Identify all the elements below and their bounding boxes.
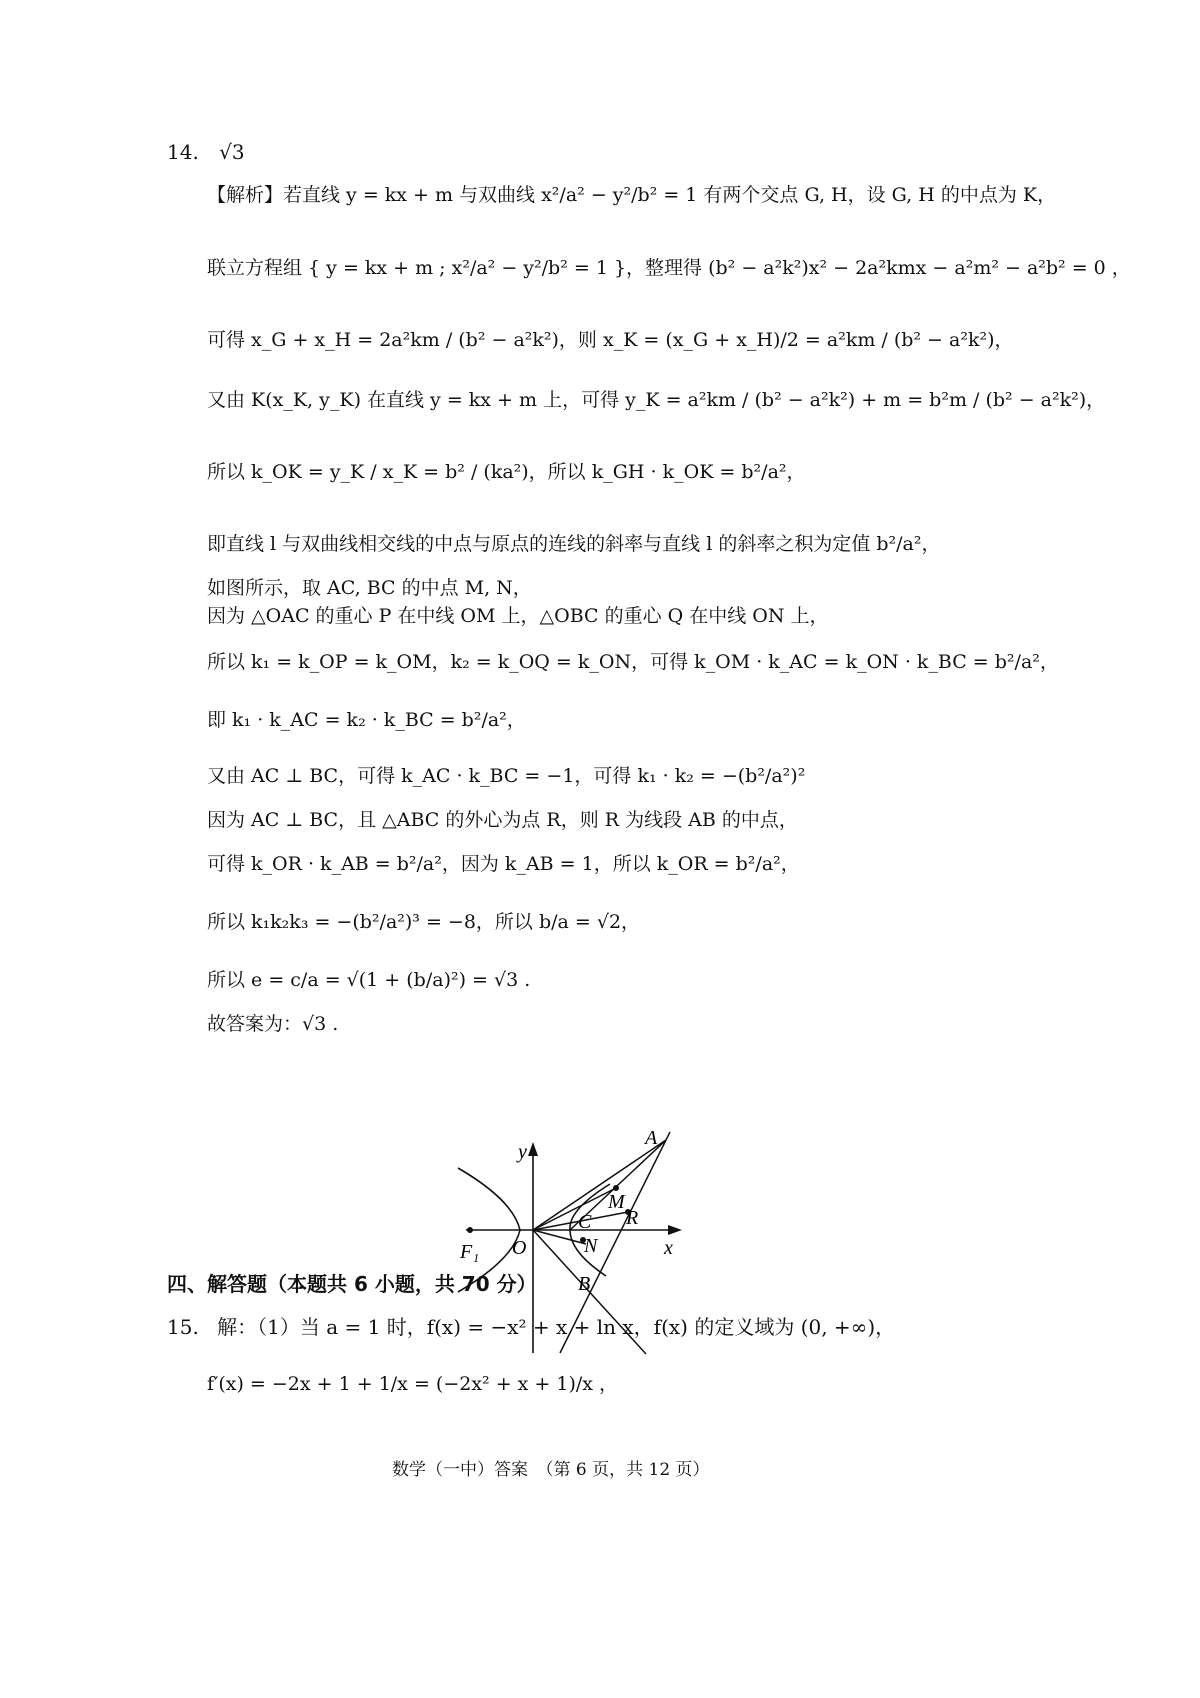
problem-14-answer: √3 [219, 140, 245, 164]
solution-line-16: 故答案为：√3 . [207, 1013, 339, 1035]
solution-line-11: 又由 AC ⊥ BC，可得 k_AC · k_BC = −1，可得 k₁ · k₂ = −(b²/a²)² [207, 765, 806, 787]
point-F1 [467, 1227, 473, 1233]
solution-line-8: 因为 △OAC 的重心 P 在中线 OM 上，△OBC 的重心 Q 在中线 ON 上， [207, 605, 829, 627]
y-axis-arrow [528, 1142, 538, 1156]
solution-line-4: 又由 K(x_K, y_K) 在直线 y = kx + m 上，可得 y_K = a²km / (b² − a²k²) + m = b²m / (b² − a²k²)， [207, 389, 1106, 411]
solution-line-5: 所以 k_OK = y_K / x_K = b² / (ka²)，所以 k_GH · k_OK = b²/a²， [207, 461, 806, 483]
solution-line-15: 所以 e = c/a = √(1 + (b/a)²) = √3 . [207, 969, 531, 991]
problem-14-number: 14. [167, 140, 199, 164]
x-axis-arrow [668, 1225, 682, 1235]
label-A: A [645, 1127, 658, 1149]
solution-line-7: 如图所示，取 AC, BC 的中点 M, N， [207, 577, 532, 599]
problem-15-number: 15. [167, 1315, 199, 1339]
label-O: O [512, 1237, 527, 1259]
solution-line-9: 所以 k₁ = k_OP = k_OM，k₂ = k_OQ = k_ON，可得 k_OM · k_AC = k_ON · k_BC = b²/a²， [207, 651, 1059, 673]
solution-line-1: 【解析】若直线 y = kx + m 与双曲线 x²/a² − y²/b² = 1 有两个交点 G, H，设 G, H 的中点为 K， [207, 184, 1057, 206]
line-OM [533, 1188, 616, 1230]
solution-line-14: 所以 k₁k₂k₃ = −(b²/a²)³ = −8，所以 b/a = √2， [207, 911, 641, 933]
section-4-title: 四、解答题（本题共 6 小题，共 70 分） [167, 1272, 537, 1296]
problem-15-line-1: 解：（1）当 a = 1 时，f(x) = −x² + x + ln x，f(x) 的定义域为 (0, +∞)， [217, 1315, 896, 1339]
solution-line-10: 即 k₁ · k_AC = k₂ · k_BC = b²/a²， [207, 709, 526, 731]
problem-15-line-2: f′(x) = −2x + 1 + 1/x = (−2x² + x + 1)/x ， [207, 1373, 619, 1395]
label-y: y [518, 1141, 527, 1163]
label-F1: F₁ [460, 1241, 480, 1263]
label-N: N [584, 1235, 598, 1257]
line-OA [533, 1140, 666, 1230]
solution-line-6: 即直线 l 与双曲线相交线的中点与原点的连线的斜率与直线 l 的斜率之积为定值 b²/a²， [207, 533, 941, 555]
solution-line-12: 因为 AC ⊥ BC，且 △ABC 的外心为点 R，则 R 为线段 AB 的中点， [207, 809, 798, 831]
page-footer: 数学（一中）答案 （第 6 页，共 12 页） [392, 1460, 710, 1480]
solution-line-13: 可得 k_OR · k_AB = b²/a²，因为 k_AB = 1，所以 k_OR = b²/a²， [207, 853, 800, 875]
label-M: M [608, 1191, 625, 1213]
label-x: x [664, 1237, 673, 1259]
label-C: C [578, 1211, 592, 1233]
solution-line-2: 联立方程组 { y = kx + m ; x²/a² − y²/b² = 1 }，整理得 (b² − a²k²)x² − 2a²kmx − a²m² − a²b² = 0 ， [207, 257, 1131, 279]
label-B: B [578, 1273, 591, 1295]
solution-line-3: 可得 x_G + x_H = 2a²km / (b² − a²k²)，则 x_K = (x_G + x_H)/2 = a²km / (b² − a²k²)， [207, 329, 1014, 351]
label-R: R [626, 1207, 639, 1229]
